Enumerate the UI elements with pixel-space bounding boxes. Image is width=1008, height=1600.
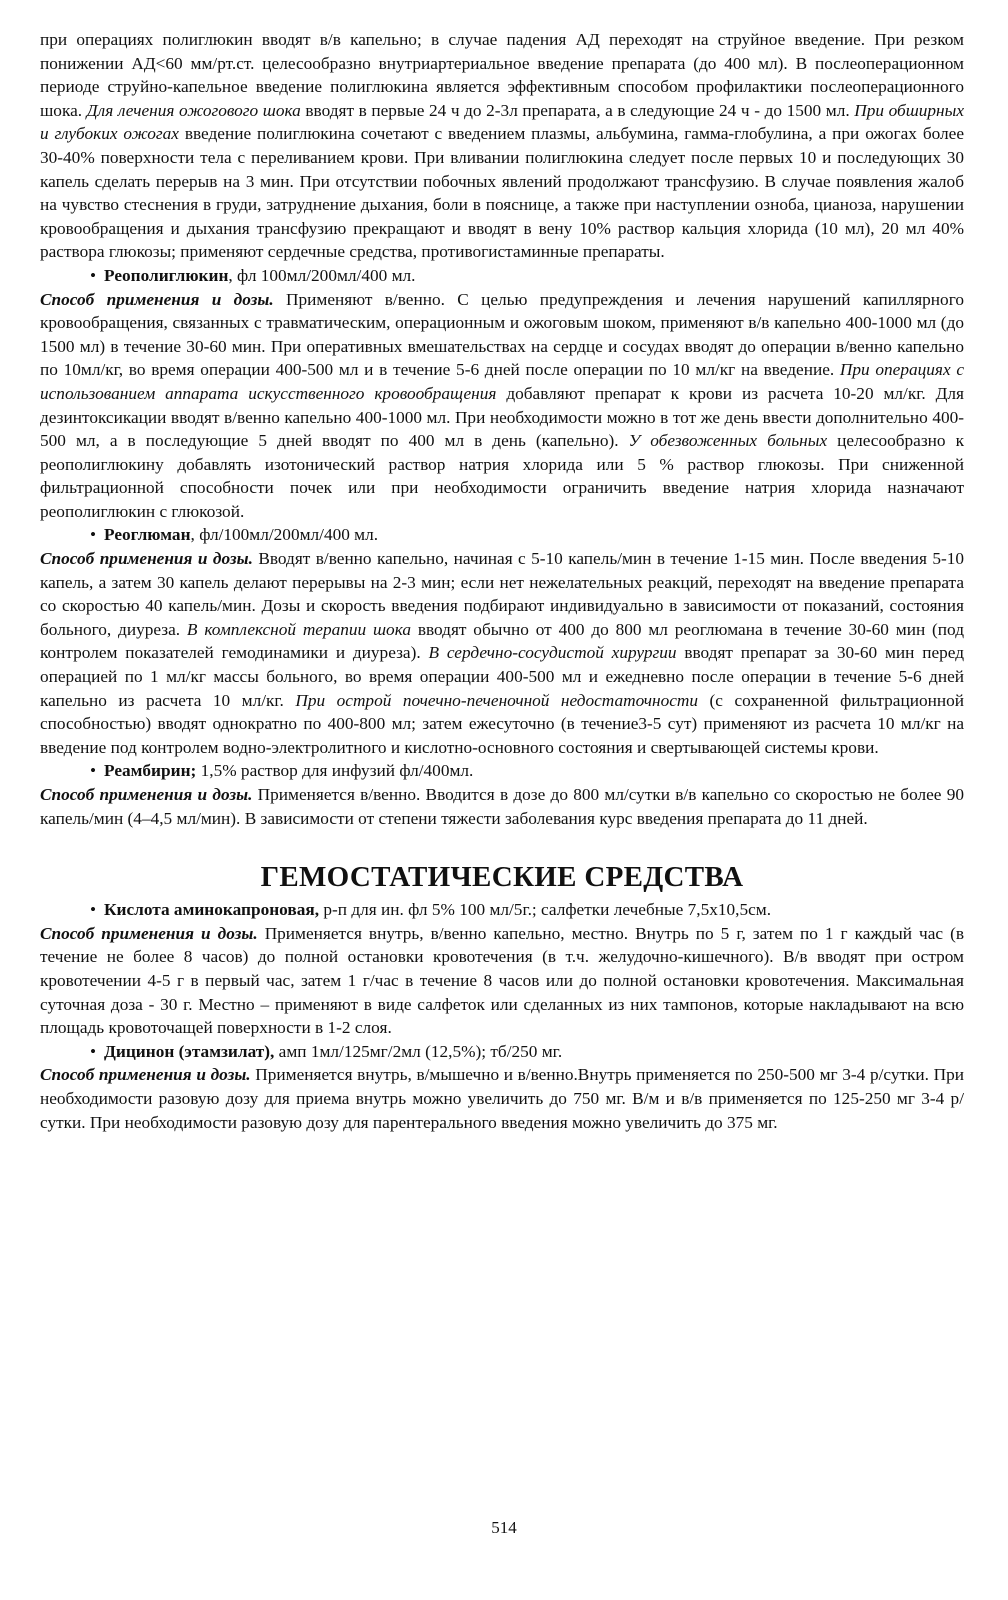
drug-name: Реополиглюкин [104,265,229,285]
dosage-paragraph-reambirin: Способ применения и дозы. Применяется в/венно. Вводится в дозе до 800 мл/сутки в/в капельно со скоростью не более 90 капель/мин (4–4,5 мл/мин). В зависимости от степени тяжести заболевания курс введения препарата до 11 дней. [40,785,965,828]
drug-heading-reoglyuman [40,523,964,547]
drug-form: 1,5% раствор для инфузий фл/400мл. [196,761,474,781]
bullet-icon: • [90,1041,97,1061]
bullet-icon: • [90,265,97,285]
section-title: ГЕМОСТАТИЧЕСКИЕ СРЕДСТВА [260,861,744,894]
drug-heading-aminocaproic-acid [40,898,964,922]
drug-name: Дицинон (этамзилат), [104,1041,275,1061]
drug-name: Реоглюман [104,525,191,545]
dosage-paragraph-aminocaproic-acid: Способ применения и дозы. Применяется внутрь, в/венно капельно, местно. Внутрь по 5 г, затем по 1 г каждый час (в течение не более 8 часов) до полной остановки кровотечения (в т.ч. желудочно-кишечного). В/в вводят при остром кровотечении 4-5 г в первый час, затем 1 г/час в течение 8 часов или до полной остановки кровотечения. Максимальная суточная доза - 30 г. Местно – применяют в виде салфеток или сделанных из них тампонов, которые накладывают на всю площадь кровоточащей поверхности в 1-2 слоя. [40,923,964,1038]
page-number: 514 [491,1518,517,1537]
bullet-icon: • [90,761,97,781]
drug-form: р-п для ин. фл 5% 100 мл/5г.; салфетки лечебные 7,5х10,5см. [319,900,772,920]
drug-form: , фл/100мл/200мл/400 мл. [190,525,379,545]
dosage-label: Способ применения и дозы. [40,785,253,804]
drug-heading-dicynone [40,1040,964,1064]
dosage-label: Способ применения и дозы. [40,923,258,943]
drug-heading-reopoliglyukin [40,264,964,288]
dosage-paragraph-reoglyuman: Способ применения и дозы. Вводят в/венно капельно, начиная с 5-10 капель/мин в течение 1-15 мин. После введения 5-10 капель, а затем 30 капель делают перерывы на 2-3 мин; если нет нежелательных реакций, переходят на введение препарата со скоростью 40 капель/мин. Дозы и скорость введения подбирают индивидуально в зависимости от показаний, состояния больного, диуреза. В комплексной терапии шока вводят обычно от 400 до 800 мл реоглюмана в течение 30-60 мин (под контролем показателей гемодинамики и диуреза). В сердечно-сосудистой хирургии вводят препарат за 30-60 мин перед операцией по 1 мл/кг массы больного, во время операции 400-500 мл и ежедневно после операции в течение 5-6 дней капельно из расчета 10 мл/кг. При острой почечно-печеночной недостаточности (с сохраненной фильтрационной способностью) вводят однократно по 400-800 мл; затем ежесуточно (в течение3-5 сут) применяют из расчета 10 мл/кг на введение под контролем водно-электролитного и кислотно-основного состояния и свертывающей системы крови. [40,549,965,757]
dosage-label: Способ применения и дозы. [40,289,274,309]
drug-heading-reambirin [40,759,964,783]
drug-name: Кислота аминокапроновая, [104,900,320,920]
dosage-paragraph-dicynone: Способ применения и дозы. Применяется внутрь, в/мышечно и в/венно.Внутрь применяется по 250-500 мг 3-4 р/сутки. При необходимости разовую дозу для приема внутрь можно увеличить до 750 мг. В/м и в/в применяется по 125-250 мг 3-4 р/сутки. При необходимости разовую дозу для парентерального введения можно увеличить до 375 мг. [40,1065,965,1132]
dosage-label: Способ применения и дозы. [40,549,253,569]
intro-paragraph: при операциях полиглюкин вводят в/в капельно; в случае падения АД переходят на струйное введение. При резком понижении АД<60 мм/рт.ст. целесообразно внутриартериальное введение препарата (до 400 мл). В послеоперационном периоде струйно-капельное введение полиглюкина является эффективным способом профилактики послеоперационного шока. Для лечения ожогового шока вводят в первые 24 ч до 2-3л препарата, а в следующие 24 ч - до 1500 мл. При обширных и глубоких ожогах введение полиглюкина сочетают с введением плазмы, альбумина, гамма-глобулина, а при ожогах более 30-40% поверхности тела с переливанием крови. При вливании полиглюкина следует после первых 10 и последующих 30 капель сделать перерыв на 3 мин. При отсутствии побочных явлений продолжают трансфузию. В случае появления жалоб на чувство стеснения в груди, затруднение дыхания, боли в пояснице, а также при наступлении озноба, цианоза, нарушении кровообращения и дыхания трансфузию прекращают и вводят в вену 10% раствор кальция хлорида (10 мл), 20 мл 40% раствора глюкозы; применяют сердечные средства, противогистаминные препараты. [40,30,964,262]
dosage-label: Способ применения и дозы. [40,1065,251,1085]
drug-form: амп 1мл/125мг/2мл (12,5%); тб/250 мг. [274,1041,563,1061]
dosage-paragraph-reopoliglyukin: Способ применения и дозы. Применяют в/венно. С целью предупреждения и лечения нарушений капиллярного кровообращения, связанных с травматическим, операционным и ожоговым шоком, применяют в/в капельно 400-1000 мл (до 1500 мл) в течение 30-60 мин. При оперативных вмешательствах на сердце и сосудах вводят до операции в/венно капельно по 10мл/кг, во время операции 400-500 мл и в течение 5-6 дней после операции по 10 мл/кг на введение. При операциях с использованием аппарата искусственного кровообращения добавляют препарат к крови из расчета 10-20 мл/кг. Для дезинтоксикации вводят в/венно капельно 400-1000 мл. При необходимости можно в тот же день ввести дополнительно 400-500 мл, а в последующие 5 дней вводят по 400 мл в день (капельно). У обезвоженных больных целесообразно к реополиглюкину добавлять изотонический раствор натрия хлорида или 5 % раствор глюкозы. При сниженной фильтрационной способности почек или при необходимости ограничить введение натрия хлорида назначают реополиглюкин с глюкозой. [40,289,964,521]
drug-form: , фл 100мл/200мл/400 мл. [228,265,416,285]
bullet-icon: • [90,900,97,920]
drug-name: Реамбирин; [104,761,197,781]
bullet-icon: • [90,525,97,545]
